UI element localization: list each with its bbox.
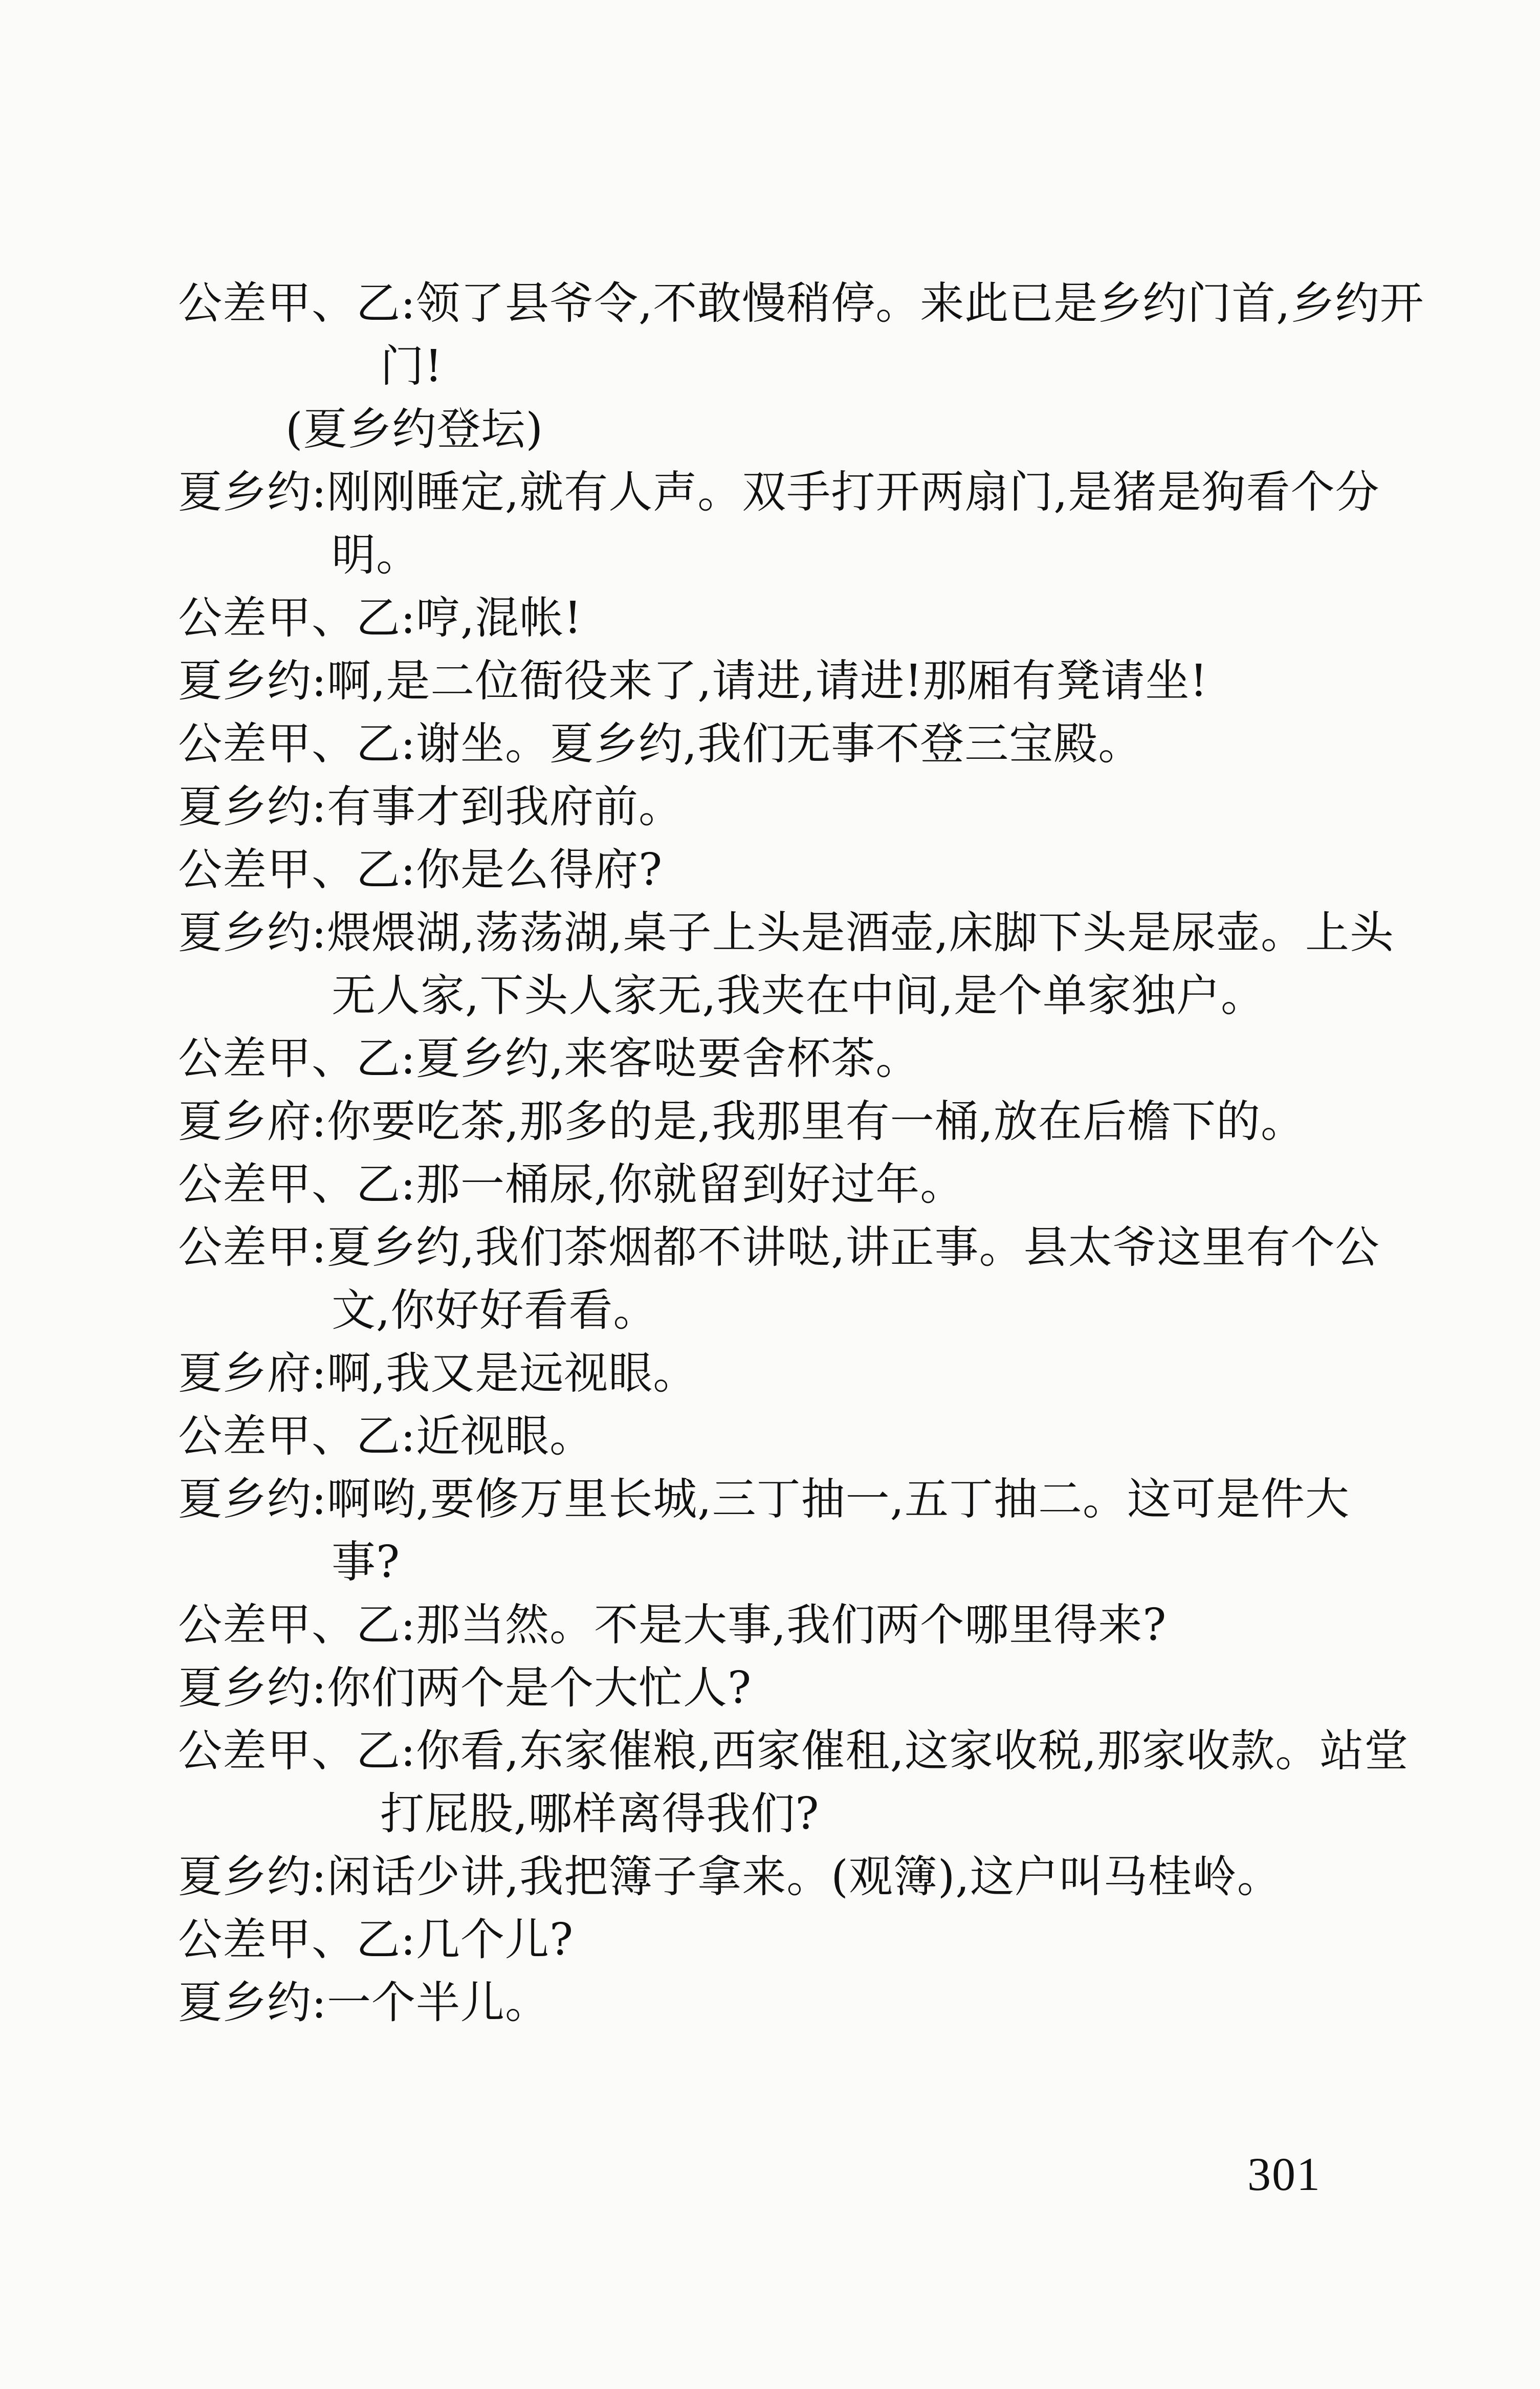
text-line: 夏乡约:你们两个是个大忙人? [178, 1662, 752, 1714]
page-number: 301 [1247, 2148, 1321, 2200]
text-line: 夏乡约:一个半儿。 [178, 1977, 549, 2028]
text-line: 公差甲、乙:领了县爷令,不敢慢稍停。来此已是乡约门首,乡约开 [178, 278, 1424, 329]
text-line: 夏乡约:煨煨湖,荡荡湖,桌子上头是酒壶,床脚下头是尿壶。上头 [178, 907, 1394, 958]
text-line: 夏乡约:刚刚睡定,就有人声。双手打开两扇门,是猪是狗看个分 [178, 467, 1380, 518]
text-line: 公差甲、乙:那当然。不是大事,我们两个哪里得来? [178, 1599, 1167, 1651]
text-line: 明。 [332, 530, 421, 581]
script-text [178, 272, 1424, 2034]
text-line: 公差甲、乙:那一桶尿,你就留到好过年。 [178, 1159, 965, 1210]
text-line: 夏乡府:啊,我又是远视眼。 [178, 1348, 698, 1399]
text-line: 夏乡约:闲话少讲,我把簿子拿来。(观簿),这户叫马桂岭。 [178, 1851, 1282, 1902]
text-line: 夏乡约:啊,是二位衙役来了,请进,请进!那厢有凳请坐! [178, 655, 1208, 707]
text-line: 夏乡约:啊哟,要修万里长城,三丁抽一,五丁抽二。这可是件大 [178, 1474, 1350, 1525]
text-line: 文,你好好看看。 [332, 1285, 658, 1336]
text-line: 公差甲、乙:近视眼。 [178, 1411, 594, 1462]
text-line: 打屁股,哪样离得我们? [380, 1788, 820, 1839]
text-line: 公差甲、乙:你是么得府? [178, 844, 663, 895]
text-line: 夏乡约:有事才到我府前。 [178, 781, 683, 832]
text-line: 夏乡府:你要吃茶,那多的是,我那里有一桶,放在后檐下的。 [178, 1096, 1305, 1147]
text-line: 无人家,下头人家无,我夹在中间,是个单家独户。 [332, 970, 1266, 1021]
text-line: 事? [332, 1537, 401, 1588]
stage-direction: (夏乡约登坛) [285, 404, 544, 455]
text-line: 公差甲、乙:你看,东家催粮,西家催租,这家收税,那家收款。站堂 [178, 1725, 1409, 1777]
text-line: 门! [380, 341, 443, 392]
text-line: 公差甲、乙:哼,混帐! [178, 593, 582, 644]
text-line: 公差甲、乙:几个儿? [178, 1914, 574, 1965]
text-line: 公差甲、乙:谢坐。夏乡约,我们无事不登三宝殿。 [178, 718, 1143, 770]
text-line: 公差甲、乙:夏乡约,来客哒要舍杯茶。 [178, 1033, 920, 1084]
text-line: 公差甲:夏乡约,我们茶烟都不讲哒,讲正事。县太爷这里有个公 [178, 1222, 1380, 1273]
